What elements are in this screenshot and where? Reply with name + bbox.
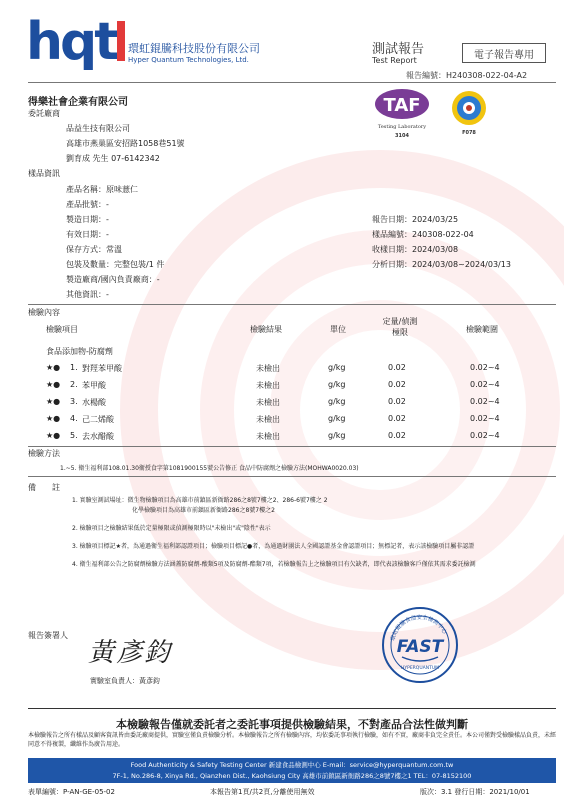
method-section-title: 檢驗方法 (28, 449, 60, 458)
sample-value: 完整包裝/1 件 (114, 260, 165, 269)
info-value: 2024/03/08 (412, 245, 459, 254)
company-name-en: Hyper Quantum Technologies, Ltd. (128, 56, 249, 64)
disclaimer-small: 本檢驗報告之所有樣品及顧客資訊皆由委託廠商提供，實驗室僅負責檢驗分析。本檢驗報告之所有檢驗內容，均依委託事項執行檢驗，如有不實，廠商非負完全責任。本公司僅對受檢驗樣品負責，未經同意不得複製，纖維作為廣告用途。 (28, 732, 557, 748)
method-text: 1.~5. 衛生福利部108.01.30衛授食字第1081900155號公告修正 食品中防腐劑之檢驗方法(MOHWA0020.03) (60, 465, 359, 472)
footer-contact-bar (28, 758, 556, 783)
sample-value: - (156, 275, 160, 284)
row-range: 0.02~4 (470, 363, 500, 372)
report-signer-label: 報告簽署人 (28, 631, 68, 640)
row-result: 未檢出 (256, 432, 280, 441)
col-header-result: 檢驗結果 (250, 325, 282, 334)
note-item: 4. 衛生福利部公告之防腐劑檢驗方法涵蓋防腐劑-酸類5項及防腐劑-酯類7項，若檢驗報告上之檢驗項目有欠缺者，即代表該檢驗客戶僅依其需求委託檢測 (72, 561, 476, 568)
ilac-badge-icon (445, 88, 493, 136)
page-number: 本報告第1頁/共2頁,分離使用無效 (210, 788, 315, 796)
company-logo (26, 12, 125, 72)
col-header-range: 檢驗範圍 (466, 325, 498, 334)
col-header-loq: 定量/偵測 極限 (382, 317, 418, 337)
row-item: 對羥苯甲酸 (82, 364, 122, 373)
section-divider (28, 476, 556, 477)
row-item: 己二烯酸 (82, 415, 114, 424)
sample-key: 其他資訊： (66, 290, 106, 299)
fast-ring-text: 環虹錕騰食品安全檢測中心 (390, 614, 448, 642)
accreditation-mark: ★● (46, 431, 61, 440)
info-key: 分析日期： (372, 260, 412, 269)
client-company: 得樂社會企業有限公司 (28, 97, 128, 108)
notes-block (72, 496, 550, 570)
note-item: 2. 檢驗項目之檢驗結果低於定量極限或偵測極限時以"未檢出"或"陰性"表示 (72, 525, 271, 532)
info-key: 報告日期： (372, 215, 412, 224)
row-unit: g/kg (328, 414, 346, 423)
row-item: 水楊酸 (82, 398, 106, 407)
footer-center-line1: Food Authenticity & Safety Testing Center 新建食品檢測中心 E-mail：service@hyperquantum.com.tw (130, 761, 454, 769)
ilac-number: F078 (462, 130, 476, 136)
sample-value: 原味薏仁 (106, 185, 138, 194)
sample-value: - (106, 290, 109, 299)
row-item: 苯甲酸 (82, 381, 106, 390)
row-range: 0.02~4 (470, 397, 500, 406)
disclaimer-big: 本檢驗報告僅就委託者之委託事項提供檢驗結果，不對產品合法性做判斷 (116, 718, 468, 731)
row-item: 去水醋酸 (82, 432, 114, 441)
section-divider (28, 304, 556, 305)
taf-sub: Testing Laboratory (377, 124, 427, 130)
row-range: 0.02~4 (470, 414, 500, 423)
footer-center-line2: 7F-1, No.286-8, Xinya Rd., Qianzhen Dist., Kaohsiung City 高雄市前鎮區新衙路286之8號7樓之1 TEL：07-8152100 (112, 772, 472, 780)
info-value: 2024/03/25 (412, 215, 459, 224)
report-title-en: Test Report (372, 56, 417, 65)
row-number: 5. (70, 431, 78, 440)
row-unit: g/kg (328, 431, 346, 440)
footer-divider (28, 708, 556, 709)
sample-other-row (66, 289, 109, 300)
row-loq: 0.02 (388, 397, 406, 406)
sample-name-row (66, 184, 138, 195)
client-label: 委託廠商 (28, 109, 60, 118)
sample-key: 有效日期： (66, 230, 106, 239)
row-result: 未檢出 (256, 381, 280, 390)
section-divider (28, 446, 556, 447)
sample-value: - (106, 215, 109, 224)
version-info: 版次：3.1 發行日期：2021/10/01 (420, 788, 530, 796)
sample-key: 保存方式： (66, 245, 106, 254)
taf-text: TAF (383, 95, 421, 116)
row-result: 未檢出 (256, 364, 280, 373)
row-loq: 0.02 (388, 431, 406, 440)
sample-key: 包裝及數量： (66, 260, 114, 269)
note-item: 3. 檢驗項目標記★者，為通過衛生福利部認證項目；檢驗項目標記●者，為通過財團法人全國認證基金會認證項目；無標記者，表示該檢驗項目屬非認證 (72, 543, 475, 550)
col-header-unit: 單位 (330, 325, 346, 334)
client-line3: 劉育成 先生 07-6142342 (66, 154, 160, 163)
note-item: 化學檢驗項目為高雄市前鎮區新衙路286之8號7樓之2 (72, 507, 275, 514)
row-number: 4. (70, 414, 78, 423)
row-number: 3. (70, 397, 78, 406)
sample-manufacturer-row (66, 274, 160, 285)
sample-key: 製造廠商/國內負責廠商： (66, 275, 157, 284)
row-loq: 0.02 (388, 363, 406, 372)
row-unit: g/kg (328, 363, 346, 372)
sample-package-row (66, 259, 164, 270)
electronic-report-box: 電子報告專用 (462, 43, 546, 63)
sample-storage-row (66, 244, 122, 255)
group-label: 食品添加物-防腐劑 (46, 347, 113, 356)
notes-label: 備 註 (28, 483, 60, 492)
info-key: 收樣日期： (372, 245, 412, 254)
fast-text: FAST (396, 637, 444, 657)
accreditation-mark: ★● (46, 380, 61, 389)
row-number: 2. (70, 380, 78, 389)
report-date-row (372, 214, 458, 225)
accreditation-mark: ★● (46, 363, 61, 372)
sample-batch-row (66, 199, 109, 210)
receive-date-row (372, 244, 458, 255)
sample-mfg-date-row (66, 214, 109, 225)
col-header-item: 檢驗項目 (46, 325, 78, 334)
content-section-title: 檢驗內容 (28, 308, 60, 317)
info-value: 2024/03/08~2024/03/13 (412, 260, 511, 269)
form-number: 表單編號：P-AN-GE-05-02 (28, 788, 115, 796)
handwritten-signature (88, 632, 172, 669)
logo-bar-icon (117, 21, 125, 61)
taf-badge-icon (372, 86, 432, 146)
info-value: 240308-022-04 (412, 230, 474, 239)
row-unit: g/kg (328, 380, 346, 389)
logo-text: hqt (26, 12, 117, 72)
row-result: 未檢出 (256, 415, 280, 424)
accreditation-mark: ★● (46, 397, 61, 406)
sample-key: 製造日期： (66, 215, 106, 224)
note-item: 1. 實驗室測試場址：微生物檢驗項目為高雄市前鎮區新衙路286之8號7樓之2、286-6號7樓之 2 (72, 497, 328, 504)
info-key: 樣品編號： (372, 230, 412, 239)
client-line2: 高雄市燕巢區安招路1058巷51號 (66, 139, 185, 148)
report-title-zh: 測試報告 (372, 42, 425, 57)
fast-seal-icon (380, 605, 460, 685)
sample-value: - (106, 230, 109, 239)
row-loq: 0.02 (388, 380, 406, 389)
row-result: 未檢出 (256, 398, 280, 407)
accreditation-mark: ★● (46, 414, 61, 423)
company-name-zh: 環虹錕騰科技股份有限公司 (128, 42, 260, 55)
sample-value: - (106, 200, 109, 209)
sample-value: 常溫 (106, 245, 122, 254)
sample-section-title: 樣品資訊 (28, 169, 60, 178)
sample-no-row (372, 229, 474, 240)
signature-image: 黃彥鈞 (88, 638, 173, 668)
sample-key: 產品批號： (66, 200, 106, 209)
taf-number: 3104 (395, 133, 409, 139)
row-range: 0.02~4 (470, 431, 500, 440)
sample-exp-date-row (66, 229, 109, 240)
lab-head: 實驗室負責人：黃彥鈞 (90, 677, 160, 685)
client-line1: 品益生技有限公司 (66, 124, 130, 133)
fast-sub: HYPERQUANTUM (400, 666, 440, 671)
row-range: 0.02~4 (470, 380, 500, 389)
header-divider (28, 82, 556, 83)
row-unit: g/kg (328, 397, 346, 406)
row-loq: 0.02 (388, 414, 406, 423)
analysis-date-row (372, 259, 511, 270)
report-number: 報告編號：H240308-022-04-A2 (406, 71, 528, 80)
row-number: 1. (70, 363, 78, 372)
sample-key: 產品名稱： (66, 185, 106, 194)
